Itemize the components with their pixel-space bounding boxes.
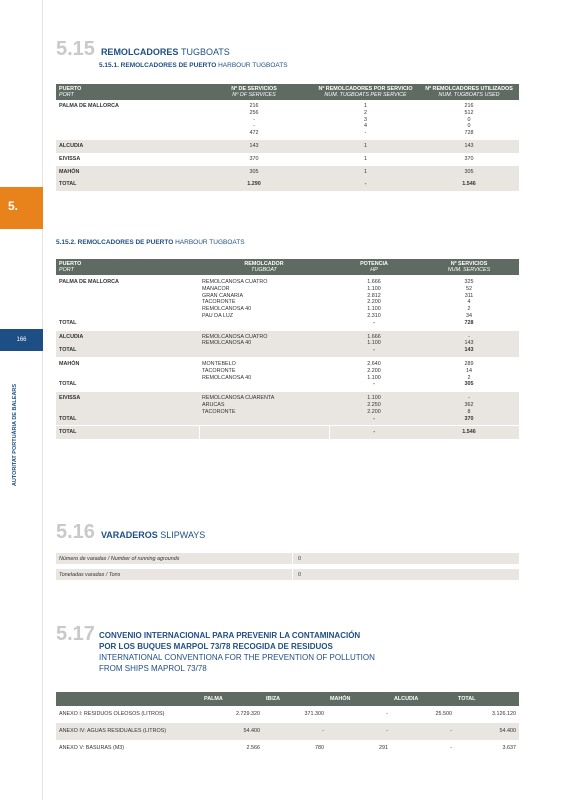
cell-line: 2.250 [367,401,381,408]
cell-line: GRAN CANARIA [202,292,244,299]
table-row [56,723,519,740]
value-cell: 3.637 [502,744,516,751]
col-header: PALMA [201,692,263,706]
table-cell [419,178,519,191]
cell-line: 256 [249,109,259,116]
cell-line: 216 [464,103,474,109]
cell-line: 370 [464,155,474,162]
col-header: Nº SERVICIOS NUM. SERVICES [419,259,519,276]
cell-line: 1.666 [367,333,381,340]
chapter-tab: 5. [0,187,43,229]
annex-label: ANEXO I: RESIDUOS OLEOSOS (LITROS) [59,711,165,717]
section-title [101,47,230,57]
table-cell [419,357,519,381]
subtotal-row [56,416,519,426]
section-title-es-line2: POR LOS BUQUES MARPOL 73/78 RECOGIDA DE RESIDUOS [99,642,333,651]
port-cell: EIVISSA [56,392,199,416]
col-header: Nº REMOLCADORES POR SERVICIO NUM. TUGBOATS PER SERVICE [312,84,419,100]
harbour-tugboats-table [56,259,519,439]
col-header: TOTAL [455,692,519,706]
subtotal-label: TOTAL [56,416,199,426]
col-header: ALCUDIA [391,692,455,706]
cell-line: 325 [464,279,474,285]
cell-line: MANACOR [202,285,230,292]
total-hp: - [329,426,419,439]
table-cell [196,153,312,166]
section-5-15-heading [56,38,230,61]
subtotal-services: 728 [464,319,474,326]
col-header: Nº REMOLCADORES UTILIZADOS NUM. TUGBOATS USED [419,84,519,100]
cell-line: - [253,116,255,123]
subtotal-label: TOTAL [59,319,77,326]
section-title-en: TUGBOATS [180,47,230,57]
cell-line: 1 [364,142,367,149]
table-cell [199,347,329,357]
page-number: 166 [0,329,43,351]
cell-line: 472 [249,130,259,137]
col-header: Nº DE SERVICIOS Nº OF SERVICES [196,84,312,100]
cell-line: TACORONTE [202,367,236,374]
cell-line: 14 [466,367,472,374]
section-5-17-title [99,630,399,674]
cell-line: 34 [466,312,472,319]
col-header: IBIZA [263,692,327,706]
value-cell: 3.126.120 [492,711,516,717]
value-cell: - [263,723,327,740]
table-row [56,330,519,347]
cell-line: 143 [464,340,474,347]
subtotal-label: TOTAL [56,347,199,357]
port-cell: ALCUDIA [56,330,199,347]
table-cell [419,392,519,416]
subtitle-en: HARBOUR TUGBOATS [218,62,288,69]
total-services: 1.546 [419,426,519,439]
table-cell [329,392,419,416]
table-cell [419,330,519,347]
table-row [56,706,519,723]
slipway-label: Toneladas varadas / Tons [59,571,121,578]
cell-line: 1.100 [367,285,381,292]
subtotal-hp: - [373,319,375,326]
col-header: PUERTO PORT [56,84,196,100]
port-cell: MAHÓN [56,357,199,381]
section-title [101,530,205,540]
cell-line: 4 [364,123,367,130]
cell-line: REMOLCANOSA CUATRO [202,279,268,285]
table-cell [419,100,519,140]
cell-line: 2.310 [367,312,381,319]
vertical-publisher-label [8,370,22,500]
subtotal-services: 143 [419,347,519,357]
subsection-5-15-2-title [56,239,245,246]
subtotal-label: TOTAL [59,381,77,388]
table-cell [199,416,329,426]
table-cell [196,140,312,153]
table-cell [196,178,312,191]
table-cell [312,166,419,179]
value-cell: 371.300 [304,711,324,717]
cell-line: 3 [364,116,367,123]
cell-line: 1 [364,103,367,109]
cell-line: 2.200 [367,299,381,306]
section-title-es-line1: CONVENIO INTERNACIONAL PARA PREVENIR LA CONTAMINACIÓN [99,631,361,640]
total-label: TOTAL [56,426,199,439]
port-cell: TOTAL [56,178,196,191]
subtotal-row [56,381,519,391]
cell-line: 1 [364,155,367,162]
table-cell [199,320,329,330]
value-cell: 291 [379,744,388,751]
value-cell: 2.729.320 [236,711,260,717]
port-cell: EIVISSA [59,155,81,162]
cell-line: 143 [249,142,259,149]
col-header: POTENCIA HP [329,259,419,276]
table-cell [329,330,419,347]
cell-line: 305 [249,168,259,175]
cell-line: 1.666 [367,279,381,285]
section-5-16-heading [56,521,205,544]
cell-line: REMOLCANOSA CUARENTA [202,395,275,402]
cell-line: - [253,123,255,130]
cell-line: 216 [249,103,259,109]
section-title-es: REMOLCADORES [100,47,179,57]
cell-line: 728 [464,130,474,137]
cell-line: 512 [464,109,474,116]
table-cell [199,381,329,391]
table-cell [419,166,519,179]
grand-total-row [56,426,519,439]
col-header: REMOLCADOR TUGBOAT [199,259,329,276]
value-cell: 2.566 [246,744,260,751]
subtotal-row [56,320,519,330]
cell-line: - [364,181,367,188]
value-cell: - [391,723,455,740]
cell-line: ARUCAS [202,401,225,408]
cell-line: - [364,130,367,137]
subtotal-services: 370 [419,416,519,426]
port-cell: PALMA DE MALLORCA [56,276,199,320]
cell-line: REMOLCANOSA CUATRO [202,333,268,340]
table-cell [199,392,329,416]
cell-line: 52 [466,285,472,292]
cell-line: TACORONTE [202,299,236,306]
table-cell [419,140,519,153]
section-number: 5.16 [56,521,95,543]
value-cell: 25.500 [435,711,452,717]
value-cell: - [386,711,388,717]
table-row [56,178,519,191]
value-cell: 54.400 [455,723,519,740]
cell-line: 2 [467,374,471,381]
cell-line: - [468,333,470,340]
cell-line: 2.200 [367,367,381,374]
value-cell: - [327,723,391,740]
value-cell: 780 [315,744,324,751]
subtotal-row [56,347,519,357]
cell-line: PAU DA LUZ [202,312,234,319]
port-cell: MAHÓN [56,166,196,179]
cell-line: 143 [464,142,474,149]
cell-line: 2 [364,109,367,116]
annex-label: ANEXO IV: AGUAS RESIDUALES (LITROS) [56,723,201,740]
table-row [56,140,519,153]
slipway-row [56,553,519,564]
cell-line: 362 [464,401,474,408]
cell-line: 0 [467,123,471,130]
cell-line: 305 [464,168,474,175]
table-cell [312,153,419,166]
cell-line: 4 [467,299,471,306]
table-row [56,166,519,179]
annex-label: ANEXO V: BASURAS (M3) [59,744,125,751]
tugboat-services-table [56,84,519,191]
table-cell [199,330,329,347]
cell-line: 1.100 [367,340,381,347]
marpol-waste-table [56,692,519,756]
value-cell: - [450,744,452,751]
cell-line: 2.812 [367,292,381,299]
subtotal-services: 305 [464,381,474,388]
table-cell [196,100,312,140]
cell-line: 1.546 [462,181,476,188]
subtitle-es: 5.15.1. REMOLCADORES DE PUERTO [99,62,217,69]
table-cell [312,100,419,140]
slipway-value: 0 [292,553,301,564]
cell-line: - [468,395,470,402]
cell-line: 1.100 [367,306,381,313]
table-cell [312,178,419,191]
table-cell [199,276,329,320]
table-cell [419,153,519,166]
table-header-row [56,259,519,276]
subsection-5-15-1-title [99,62,288,69]
table-row [56,740,519,757]
section-title-es: VARADEROS [100,530,158,540]
subtotal-hp: - [329,416,419,426]
col-header: MAHÓN [327,692,391,706]
cell-line: MONTEBELO [202,360,236,367]
slipway-row [56,569,519,580]
table-cell [199,357,329,381]
cell-line: 1.100 [367,374,381,381]
vertical-publisher-text: AUTORITAT PORTUÀRIA DE BALEARS [12,383,18,487]
port-cell: ALCUDIA [56,140,196,153]
cell-line: 0 [467,116,471,123]
cell-line: REMOLCANOSA 40 [202,374,252,381]
cell-line: 370 [249,155,259,162]
port-cell: PALMA DE MALLORCA [59,103,119,109]
cell-line: 2 [467,306,471,313]
cell-line: 2.200 [367,408,381,415]
value-cell: 54.400 [201,723,263,740]
slipway-value: 0 [292,569,301,580]
cell-line: 2.640 [367,360,381,367]
total-tug [199,426,329,439]
table-cell [312,140,419,153]
table-row [56,153,519,166]
cell-line: TACORONTE [202,408,236,415]
section-title-en: SLIPWAYS [160,530,206,540]
table-cell [196,166,312,179]
cell-line: 1.100 [367,395,381,402]
section-title-en-line1: INTERNATIONAL CONVENTIONA FOR THE PREVENTION OF POLLUTION [99,653,375,662]
col-header [56,692,201,706]
table-cell [329,357,419,381]
table-row [56,357,519,381]
slipway-label: Número de varadas / Number of running agrounds [59,555,180,562]
table-cell [419,276,519,320]
subtotal-hp: - [373,381,375,388]
subtotal-hp: - [329,347,419,357]
cell-line: 8 [467,408,471,415]
table-row [56,392,519,416]
cell-line: REMOLCANOSA 40 [202,340,252,347]
cell-line: 311 [464,292,474,299]
col-header: PUERTO PORT [56,259,199,276]
subtitle-es: 5.15.2. REMOLCADORES DE PUERTO [56,239,174,246]
table-row [56,276,519,320]
cell-line: 1 [364,168,367,175]
cell-line: 1.290 [247,181,261,188]
section-number: 5.15 [56,38,95,60]
subtitle-en: HARBOUR TUGBOATS [175,239,245,246]
table-header-row [56,84,519,100]
table-row [56,100,519,140]
section-number: 5.17 [56,623,95,645]
table-header-row [56,692,519,706]
section-title-en-line2: FROM SHIPS MAPROL 73/78 [99,664,207,673]
table-cell [329,276,419,320]
cell-line: 289 [464,360,474,367]
cell-line: REMOLCANOSA 40 [202,306,252,313]
